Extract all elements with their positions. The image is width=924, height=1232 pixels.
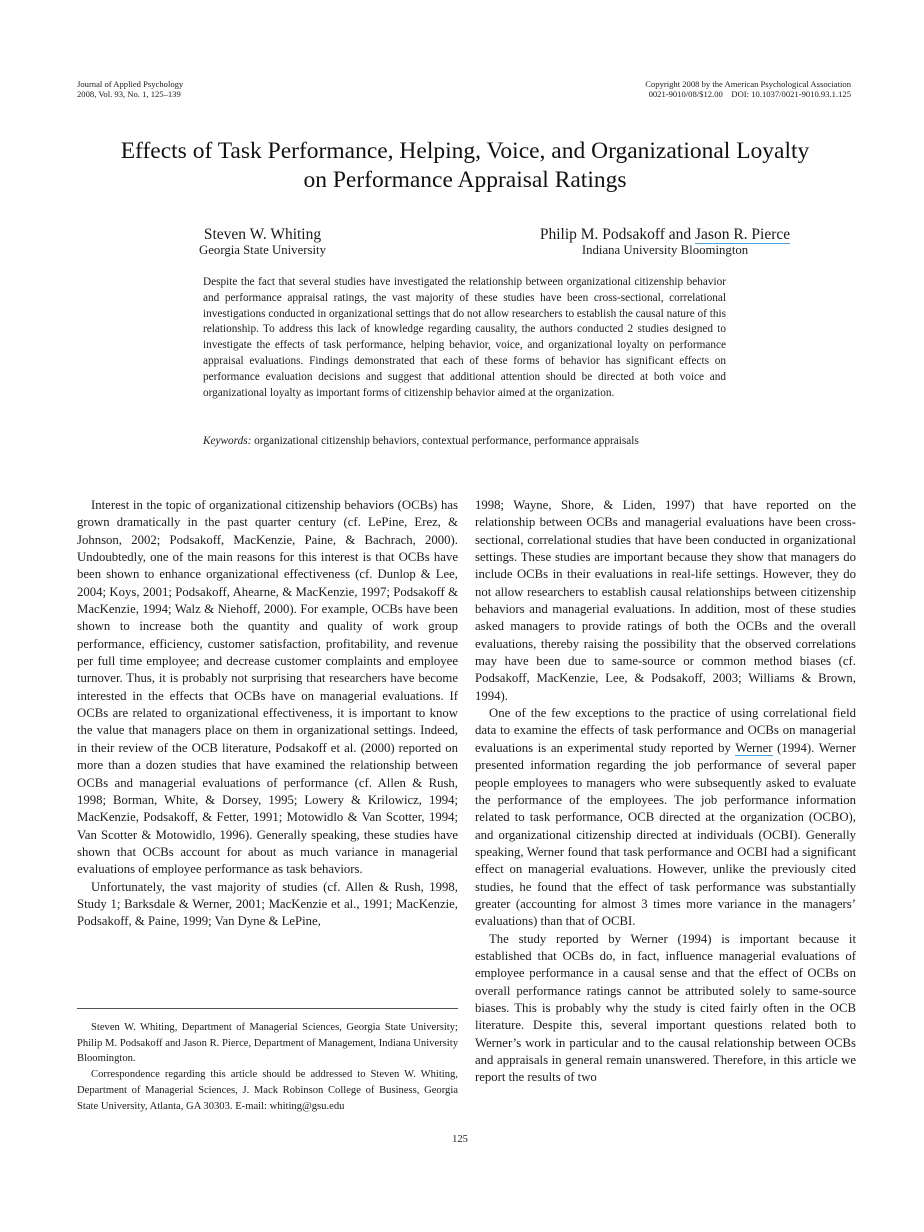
body-column-right [475,497,856,1087]
paragraph-text: One of the few exceptions to the practice of using correlational field data to examine the effects of task performance and OCBs on managerial evaluations is an experimental study reported by [475,706,856,755]
page-number: 125 [452,1134,468,1145]
author-names [470,226,860,243]
keywords-label: Keywords: [203,435,252,447]
author-affiliation: Georgia State University [199,243,326,257]
journal-header [77,79,183,99]
body-paragraph: Interest in the topic of organizational citizenship behaviors (OCBs) has grown dramatically in the past quarter century (cf. LePine, Erez, & Johnson, 2002; Podsakoff, MacKenzie, Paine, & Bachrach, 2000). Undoubtedly, one of the main reasons for this interest is that OCBs have been shown to enhance organizational effectiveness (cf. Dunlop & Lee, 2004; Koys, 2001; Podsakoff, Ahearne, & MacKenzie, 1997; Podsakoff & MacKenzie, 1994; Walz & Niehoff, 2000). For example, OCBs have been shown to increase both the quantity and quality of work group performance, efficiency, customer satisfaction, profitability, and revenue per full time employee; and decrease customer complaints and employee turnover. Thus, it is probably not surprising that researchers have become interested in the effects that OCBs have on managerial evaluations. If OCBs are related to organizational effectiveness, it is important to know the value that managers place on them in organizational settings. Indeed, in their review of the OCB literature, Podsakoff et al. (2000) reported on more than a dozen studies that have examined the relationship between OCBs and managerial evaluations of performance (cf. Allen & Rush, 1998; Borman, White, & Dorsey, 1995; Lowery & Krilowicz, 1994; MacKenzie, Podsakoff, & Fetter, 1991; Motowidlo & Van Scotter, 1994; Van Scotter & Motowidlo, 1996). Generally speaking, these studies have shown that OCBs account for about as much variance in managerial evaluations of employee performance as task behaviors. [77,498,458,877]
abstract: Despite the fact that several studies have investigated the relationship between organizational citizenship behavior and performance appraisal ratings, the vast majority of these studies have been cross-sectional, correlational investigations conducted in organizational settings that do not allow researchers to establish the causal nature of this relationship. To address this lack of knowledge regarding causality, the authors conducted 2 studies designed to investigate the effects of task performance, helping behavior, voice, and organizational loyalty on performance appraisal evaluations. Findings demonstrated that each of these forms of behavior has significant effects on performance evaluation decisions and suggest that additional attention should be directed at both voice and organizational loyalty as important forms of citizenship behavior aimed at the organization. [203,276,726,399]
body-paragraph: Unfortunately, the vast majority of studies (cf. Allen & Rush, 1998, Study 1; Barksdale & Werner, 2001; MacKenzie et al., 1991; MacKenzie, Podsakoff, & Paine, 1999; Van Dyne & LePine, [77,879,458,929]
paragraph-text: (1994). Werner presented information regarding the job performance of several paper people employees to managers who were subsequently asked to evaluate the performance of the employees. The job performance information related to task performance, OCB directed at the organization (OCBO), and organizational citizenship directed at individuals (OCBI). Generally speaking, Werner found that task performance and OCBI had a significant effect on managerial evaluations. However, unlike the previously cited studies, he found that the effect of task performance was substantially greater (accounting for almost 3 times more variance in the managers’ evaluations) than that of OCBI. [475,740,856,929]
body-paragraph [475,705,856,930]
body-column-left [77,497,458,931]
author-block-1 [150,226,375,258]
journal-name: Journal of Applied Psychology [77,79,184,89]
author-name: Steven W. Whiting [203,226,322,243]
body-paragraph: The study reported by Werner (1994) is important because it established that OCBs do, in fact, influence managerial evaluations of employee performance in a causal sense and that the effect of OCBs on overall performance ratings cannot be attributed solely to same-source biases. This is probably why the study is cited fairly often in the OCB literature. Despite this, several important questions related both to Werner’s work in particular and to the causal relationship between OCBs and appraisals in general remain unanswered. Therefore, in this article we report the results of two [475,931,856,1085]
author-link-jason-pierce[interactable]: Jason R. Pierce [695,226,791,243]
paper-title [60,137,870,195]
copyright-header [645,79,851,99]
keywords [203,434,726,449]
author-affiliation: Indiana University Bloomington [581,243,749,257]
footnote-correspondence: Correspondence regarding this article should be addressed to Steven W. Whiting, Department of Managerial Sciences, J. Mack Robinson College of Business, Georgia State University, Atlanta, GA 30303. E-mail: whiting@gsu.edu [77,1069,458,1112]
copyright-line: Copyright 2008 by the American Psychological Association [645,79,851,89]
author-name-plain: Philip M. Podsakoff and [539,226,695,243]
title-line-2: on Performance Appraisal Ratings [303,167,627,193]
volume-info: 2008, Vol. 93, No. 1, 125–139 [77,89,181,99]
citation-link-werner[interactable]: Werner [735,740,773,755]
author-block-2 [470,226,860,258]
footnotes [77,1020,458,1114]
body-paragraph: 1998; Wayne, Shore, & Liden, 1997) that have reported on the relationship between OCBs and managerial evaluations have been cross-sectional, correlational studies that have been conducted in organizational settings. These studies are important because they show that managers do include OCBs in their evaluations in real-life settings. However, they do not allow researchers to establish causal relationships between citizenship behaviors and managerial evaluations. In addition, most of these studies asked managers to provide ratings of both the OCBs and the overall evaluations, thereby raising the possibility that the observed correlations may have been due to same-source or common method biases (cf. Podsakoff, MacKenzie, Lee, & Podsakoff, 2003; Williams & Brown, 1994). [475,498,856,703]
title-line-1: Effects of Task Performance, Helping, Voice, and Organizational Loyalty [120,138,810,164]
keywords-text: organizational citizenship behaviors, contextual performance, performance appraisals [251,435,639,447]
footnote-affiliations: Steven W. Whiting, Department of Managerial Sciences, Georgia State University; Philip M. Podsakoff and Jason R. Pierce, Department of Management, Indiana University Bloomington. [77,1022,458,1065]
footnote-divider [77,1008,458,1009]
doi-line: 0021-9010/08/$12.00 DOI: 10.1037/0021-9010.93.1.125 [648,89,851,99]
